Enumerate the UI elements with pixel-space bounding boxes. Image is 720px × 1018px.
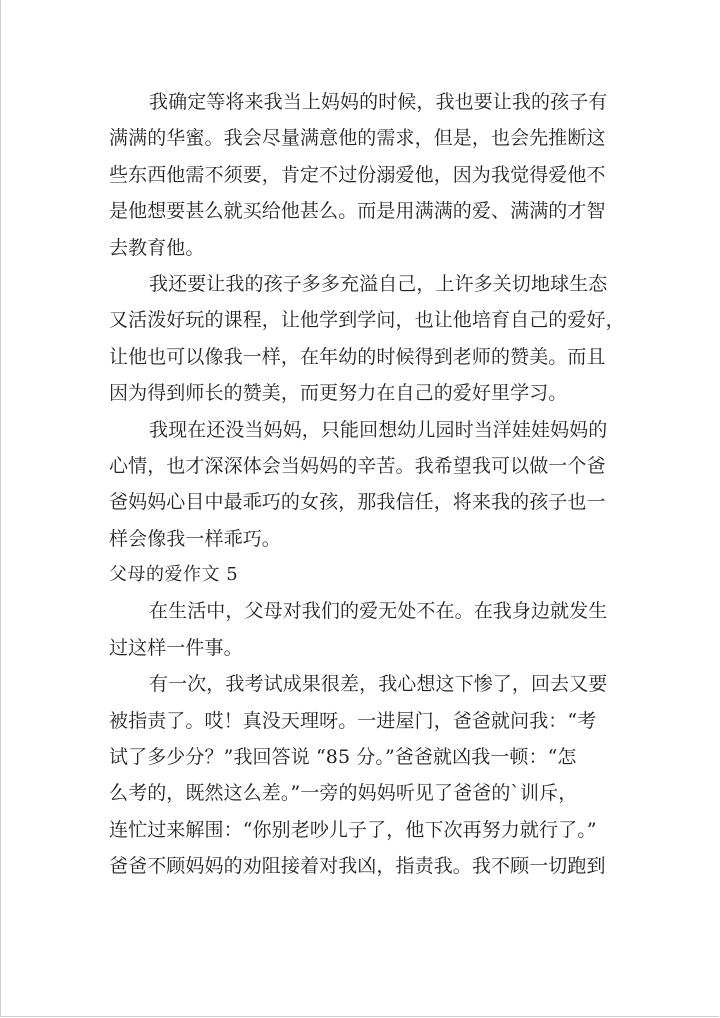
text-line: 我确定等将来我当上妈妈的时候，我也要让我的孩子有 — [149, 91, 608, 113]
text-line: 样会像我一样乖巧。 — [109, 527, 281, 550]
document-body — [109, 84, 625, 885]
text-line: 过这样一件事。 — [109, 636, 243, 659]
section-heading: 父母的爱作文 5 — [109, 564, 239, 586]
text-line: 些东西他需不须要，肯定不过份溺爱他，因为我觉得爱他不 — [109, 163, 606, 186]
text-line: 因为得到师长的赞美，而更努力在自己的爱好里学习。 — [109, 382, 568, 405]
text-line: 连忙过来解围：“你别老吵儿子了，他下次再努力就行了。” — [109, 818, 597, 841]
text-line: 又活泼好玩的课程，让他学到学问，也让他培育自己的爱好， — [109, 309, 625, 332]
text-line: 是他想要甚么就买给他甚么。而是用满满的爱、满满的才智 — [109, 200, 606, 223]
text-line: 我现在还没当妈妈，只能回想幼儿园时当洋娃娃妈妈的 — [149, 418, 608, 441]
text-line: 在生活中，父母对我们的爱无处不在。在我身边就发生 — [149, 600, 608, 623]
text-line: 被指责了。哎！真没天理呀。一进屋门，爸爸就问我：“考 — [109, 709, 597, 732]
text-line: 我还要让我的孩子多多充溢自己，上许多关切地球生态 — [149, 272, 608, 295]
text-line: 爸妈妈心目中最乖巧的女孩，那我信任，将来我的孩子也一 — [109, 491, 606, 514]
text-line: 满满的华蜜。我会尽量满意他的需求，但是，也会先推断这 — [109, 127, 606, 150]
text-line: 去教育他。 — [109, 236, 205, 259]
text-line: 么考的，既然这么差。”一旁的妈妈听见了爸爸的`训斥， — [109, 782, 578, 805]
text-line: 爸爸不顾妈妈的劝阻接着对我凶，指责我。我不顾一切跑到 — [109, 855, 606, 878]
text-line: 有一次，我考试成果很差，我心想这下惨了，回去又要 — [149, 673, 608, 696]
text-line: 试了多少分？”我回答说 “85 分。”爸爸就凶我一顿：“怎 — [109, 746, 577, 769]
text-line: 心情，也才深深体会当妈妈的辛苦。我希望我可以做一个爸 — [109, 454, 606, 477]
text-line: 让他也可以像我一样，在年幼的时候得到老师的赞美。而且 — [109, 345, 606, 368]
